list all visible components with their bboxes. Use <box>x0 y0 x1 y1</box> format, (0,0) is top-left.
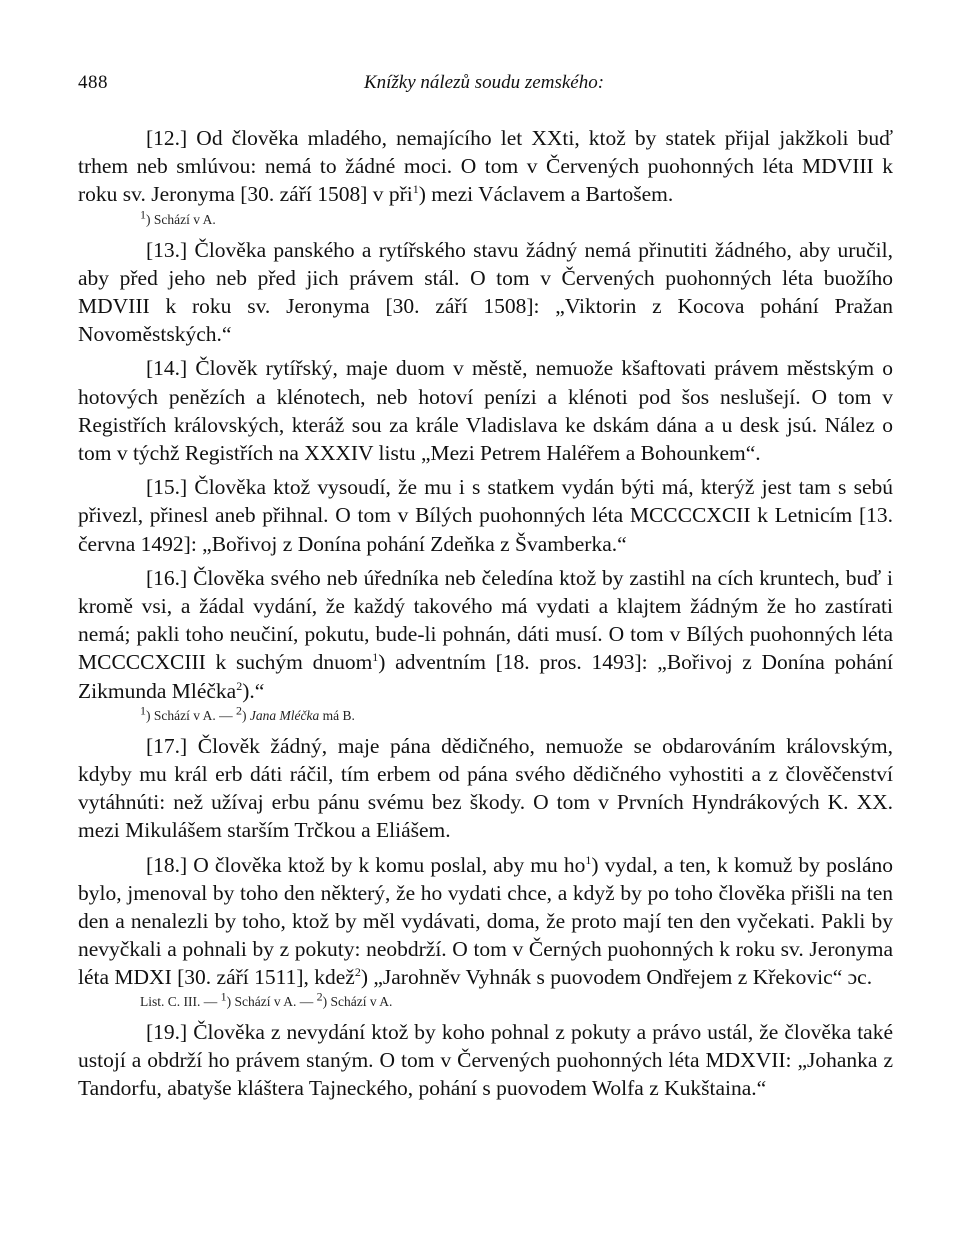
paragraph-19: [19.] Člověka z nevydání ktož by koho pohnal z pokuty a právo ustál, že člověka také ustojí a obdrží ho právem staným. O tom v Červených puohonných léta MDXVII: „Johanka z Tandorfu, abatyše kláštera Tajneckého, pohání s puovodem Wolfa z Kukštaina.“ <box>78 1019 893 1101</box>
paragraph-15: [15.] Člověka ktož vysoudí, že mu i s statkem vydán býti má, kterýž jest tam s sebú přivezl, přinesl aneb přihnal. O tom v Bílých puohonných léta MCCCCXCII k Letnicím [13. června 1492]: „Bořivoj z Donína pohání Zdeňka z Švamberka.“ <box>78 475 893 556</box>
paragraph-12 <box>78 124 893 209</box>
footnote-text: List. C. III. — <box>140 993 221 1009</box>
footnote-marker: 2 <box>354 965 361 980</box>
footnote-number: 1 <box>140 207 146 222</box>
footnote-text: ) <box>242 707 250 723</box>
footnote-12 <box>78 207 893 230</box>
paragraph-text: ).“ <box>242 678 265 703</box>
footnote-marker: 1 <box>585 852 592 867</box>
paragraph-text: [18.] O člověka ktož by k komu poslal, aby mu ho <box>146 852 586 877</box>
paragraph-13: [13.] Člověka panského a rytířského stavu žádný nemá přinutiti žádného, aby uručil, aby před jeho neb před jich právem stál. O tom v Červených puohonných léta buožího MDVIII k roku sv. Jeronyma [30. září 1508]: „Viktorin z Kocova pohání Pražan Novoměstských.“ <box>78 237 893 347</box>
footnote-marker: 2 <box>236 678 243 693</box>
paragraph-text: ) vydal, a ten, k komuž by posláno bylo, jmenoval by toho den některý, že ho vydati chce, a když by po toho člověka přišli na ten den a nenalezli by toho, ktož by měl vydávati, doma, že proto mají ten den vyčekati. Pakli by nevyčkali a pohnali by z pokuty: neobdrží. O tom v Černých puohonných k roku sv. Jeronyma léta MDXI [30. září 1511], kdež <box>78 852 893 990</box>
page-number: 488 <box>78 72 108 93</box>
paragraph-text: ) adventním [18. pros. 1493]: „Bořivoj z Donína pohání Zikmunda Mléčka <box>78 650 893 703</box>
footnote-16 <box>78 703 893 726</box>
footnote-number: 2 <box>236 703 242 718</box>
text-column <box>78 124 893 1102</box>
paragraph-text: ) mezi Václavem a Bartošem. <box>418 182 674 207</box>
page-header <box>78 72 890 98</box>
paragraph-text: [12.] Od člověka mladého, nemajícího let XXti, ktož by statek přijal jakžkoli buď trhem neb smlúvou: nemá to žádné moci. O tom v Červených puohonných léta MDVIII k roku sv. Jeronyma [30. září 1508] v při <box>78 126 893 207</box>
footnote-number: 1 <box>220 989 227 1004</box>
paragraph-16 <box>78 564 893 705</box>
running-title: Knížky nálezů soudu zemského: <box>363 72 605 93</box>
footnote-text: ) Schází v A. — <box>146 707 236 723</box>
footnote-text: ) Schází v A. — <box>226 993 317 1009</box>
paragraph-14: [14.] Člověk rytířský, maje duom v městě, nemuože kšaftovati právem městským o hotových penězích a klénotech, neb hotoví penízi a klénoti pod šos neslušejí. O tom v Registřích královských, kteráž sou za krále Vladislava ke dskám dána a u desk jsú. Nález o tom v týchž Registřích na XXXIV listu „Mezi Petrem Haléřem a Bohounkem“. <box>78 356 893 466</box>
footnote-text: má B. <box>319 707 355 723</box>
footnote-marker: 1 <box>372 650 379 665</box>
paragraph-17: [17.] Člověk žádný, maje pána dědičného, nemuože se obdarováním královským, kdyby mu král erb dáti ráčil, tím erbem od pána svého dědičného vyhostiti a z člověčenství vytáhnúti: než užívaj erbu pánu svému bez škody. O tom v Prvních Hyndrákových K. XX. mezi Mikulášem starším Trčkou a Eliášem. <box>78 733 893 843</box>
footnote-marker: 1 <box>412 182 419 197</box>
footnote-18 <box>78 989 893 1012</box>
footnote-text: ) Schází v A. <box>322 993 393 1009</box>
paragraph-18 <box>78 851 893 992</box>
footnote-text: ) Schází v A. <box>146 211 216 227</box>
footnote-italic-text: Jana Mléčka <box>249 707 320 723</box>
footnote-number: 2 <box>316 989 323 1004</box>
footnote-number: 1 <box>140 703 146 718</box>
paragraph-text: [16.] Člověka svého neb úředníka neb čeledína ktož by zastihl na cích kruntech, buď i kromě vsi, a žádal vydání, že každý takového má vydati a klajtem žádným že ho zastírati nemá; pakli toho neučiní, pokutu, bude-li pohnán, dáti musí. O tom v Bílých puohonných léta MCCCCXCIII k suchým dnuom <box>78 565 893 675</box>
paragraph-text: ) „Jarohněv Vyhnák s puovodem Ondřejem z Křekovic“ ɔc. <box>360 965 873 990</box>
